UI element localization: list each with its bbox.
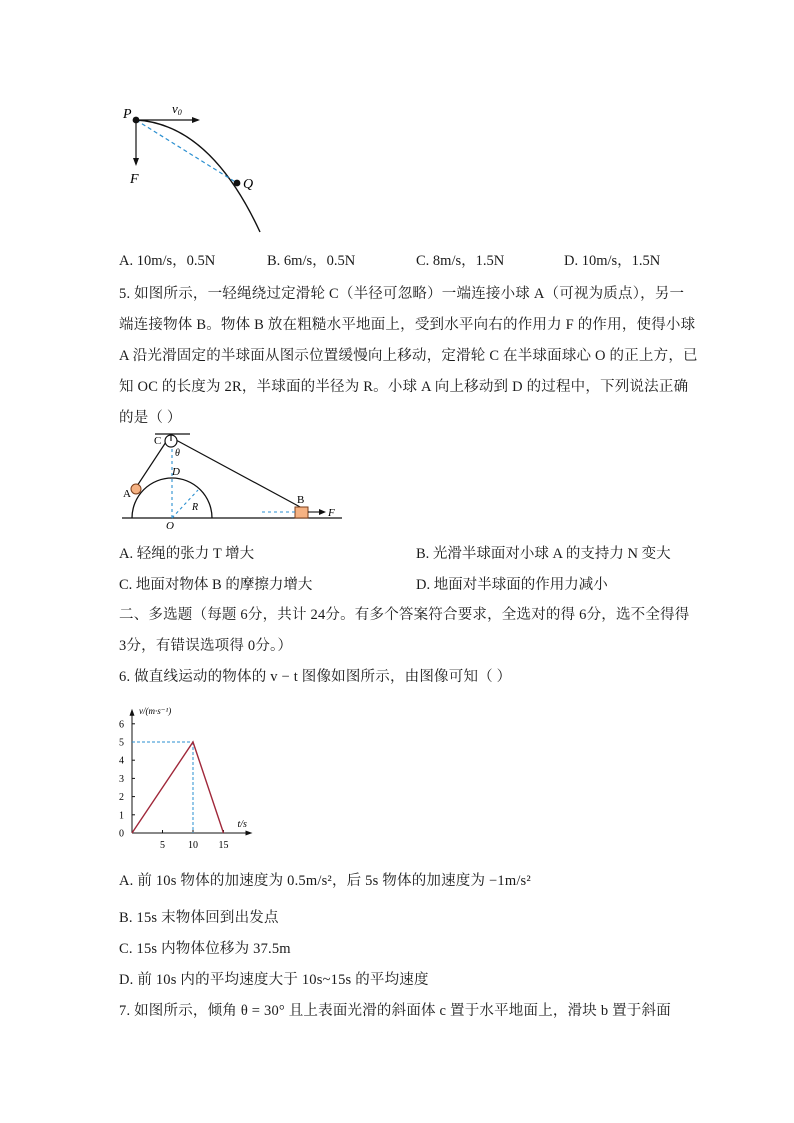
label-c: C <box>154 435 162 447</box>
label-d: D <box>172 466 180 478</box>
q6-option-c: C. 15s 内物体位移为 37.5m <box>119 941 291 957</box>
label-q: Q <box>243 177 254 192</box>
velocity-arrowhead <box>192 117 200 123</box>
q5-option-c: C. 地面对物体 B 的摩擦力增大 <box>119 577 313 593</box>
block-b <box>295 507 308 518</box>
label-o: O <box>166 520 174 532</box>
y-tick-label: 3 <box>119 773 124 785</box>
label-a: A <box>123 488 131 500</box>
label-b: B <box>297 494 305 506</box>
q5-line-5: 的是（ ） <box>119 410 182 426</box>
y-axis-label: v/(m·s⁻¹) <box>139 705 172 716</box>
q6-option-d: D. 前 10s 内的平均速度大于 10s~15s 的平均速度 <box>119 972 429 988</box>
trajectory-curve <box>136 120 260 232</box>
q5-line-2: 端连接物体 B。物体 B 放在粗糙水平地面上，受到水平向右的作用力 F 的作用，使得小球 <box>119 317 696 333</box>
figure-hemisphere-pulley <box>120 430 350 530</box>
q4-option-d: D. 10m/s，1.5N <box>564 253 661 269</box>
q4-option-a: A. 10m/s，0.5N <box>119 253 216 269</box>
x-tick-label: 15 <box>218 840 229 851</box>
label-v0: v0 <box>172 101 182 117</box>
q5-line-1: 5. 如图所示，一轻绳绕过定滑轮 C（半径可忽略）一端连接小球 A（可视为质点），另一 <box>119 286 685 302</box>
y-axis-arrowhead <box>130 709 135 716</box>
q6-option-b: B. 15s 末物体回到出发点 <box>119 910 279 926</box>
x-axis-label: t/s <box>237 819 247 830</box>
force-arrowhead <box>133 158 139 166</box>
x-tick-label: 10 <box>188 840 198 851</box>
rope-to-b <box>176 440 305 508</box>
point-p <box>133 117 140 124</box>
q6-option-a: A. 前 10s 物体的加速度为 0.5m/s²，后 5s 物体的加速度为 −1m/s² <box>119 873 531 889</box>
label-r: R <box>192 502 199 513</box>
q5-option-a: A. 轻绳的张力 T 增大 <box>119 546 255 562</box>
q5-option-b: B. 光滑半球面对小球 A 的支持力 N 变大 <box>416 546 671 562</box>
vt-chart <box>112 700 272 850</box>
figure-pq <box>120 96 270 236</box>
y-tick-label: 5 <box>119 737 124 749</box>
pq-dashed-line <box>136 120 237 183</box>
q5-line-3: A 沿光滑固定的半球面从图示位置缓慢向上移动，定滑轮 C 在半球面球心 O 的正上方，已 <box>119 348 698 364</box>
label-f: F <box>130 172 139 187</box>
label-p: P <box>123 107 132 122</box>
y-tick-label: 1 <box>119 810 124 822</box>
x-axis-arrowhead <box>246 831 253 836</box>
ball-a <box>131 484 141 494</box>
q5-option-d: D. 地面对半球面的作用力减小 <box>416 577 608 593</box>
point-q <box>234 180 241 187</box>
q6-stem: 6. 做直线运动的物体的 v − t 图像如图所示，由图像可知（ ） <box>119 669 512 685</box>
y-tick-label: 4 <box>119 755 124 767</box>
y-tick-label: 6 <box>119 719 124 731</box>
label-theta: θ <box>175 448 180 459</box>
y-tick-label: 0 <box>119 828 124 840</box>
x-tick-label: 5 <box>160 840 165 851</box>
y-tick-label: 2 <box>119 792 124 804</box>
section2-line-1: 二、多选题（每题 6分，共计 24分。有多个答案符合要求，全选对的得 6分，选不全得得 <box>119 607 690 623</box>
q5-line-4: 知 OC 的长度为 2R，半球面的半径为 R。小球 A 向上移动到 D 的过程中，下列说法正确 <box>119 379 689 395</box>
section2-line-2: 3分，有错误选项得 0分。） <box>119 638 293 654</box>
force-f-arrowhead <box>319 509 326 515</box>
q4-option-b: B. 6m/s，0.5N <box>267 253 356 269</box>
q7-stem: 7. 如图所示，倾角 θ = 30° 且上表面光滑的斜面体 c 置于水平地面上，滑块 b 置于斜面 <box>119 1003 671 1019</box>
series-line <box>132 742 224 833</box>
label-f: F <box>328 507 335 519</box>
q4-option-c: C. 8m/s，1.5N <box>416 253 505 269</box>
